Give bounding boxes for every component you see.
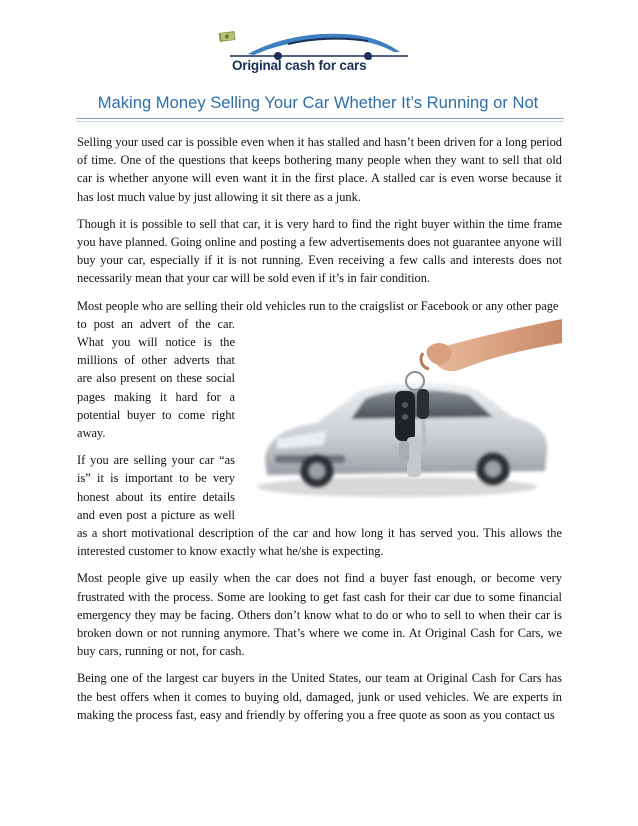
car-keys-photo <box>247 319 562 507</box>
money-icon <box>218 30 236 42</box>
paragraph-3-lead: Most people who are selling their old vehicles run to the craigslist or Facebook or any other page <box>77 298 559 313</box>
paragraph-6: Being one of the largest car buyers in the United States, our team at Original Cash for Cars has the best offers when it comes to buying old, damaged, junk or used vehicles. We are experts in making the process fast, easy and friendly by offering you a free quote as soon as you contact us <box>77 671 562 722</box>
paragraph-4: If you are selling your car “as is” it is important to be very honest about its entire details and even post a picture as well as a short motivational description of the car and how long it has served you. This allows the interested customer to know exactly what he/she is expecting. <box>77 453 562 559</box>
hand-image <box>421 319 562 371</box>
paragraph-2: Though it is possible to sell that car, it is very hard to find the right buyer within the time frame you have planned. Going online and posting a few advertisements does not guarantee anyone will buy your car, especially if it is not running. Even receiving a few calls and interests does not necessarily mean that your car will be sold even if it’s in fair condition. <box>77 216 562 286</box>
article-body <box>77 133 562 733</box>
car-silhouette-logo-icon <box>218 30 418 60</box>
brand-logo <box>218 30 418 86</box>
paragraph-3: to post an advert of the car. What you will notice is the millions of other adverts that are also present on these social pages making it hard for a potential buyer to come right away. <box>77 316 235 441</box>
page-title: Making Money Selling Your Car Whether It’s Running or Not <box>97 93 539 112</box>
logo-text: Original cash for cars™ <box>232 58 373 73</box>
paragraph-1: Selling your used car is possible even when it has stalled and hasn’t been driven for a long period of time. One of the questions that keeps bothering many people when they want to sell that old car is whether anyone will even want it in the first place. A stalled car is even worse because it has lost much value by just allowing it sit there as a junk. <box>77 135 562 204</box>
title-underline-light <box>76 121 564 122</box>
title-underline <box>76 118 564 119</box>
paragraph-5: Most people give up easily when the car does not find a buyer fast enough, or become very frustrated with the process. Some are looking to get fast cash for their car due to some financial emergency they may be facing. Others don’t know what to do or who to sell to when their car is broken down or not running anymore. That’s where we come in. At Original Cash for Cars, we buy cars, running or not, for cash. <box>77 571 562 659</box>
